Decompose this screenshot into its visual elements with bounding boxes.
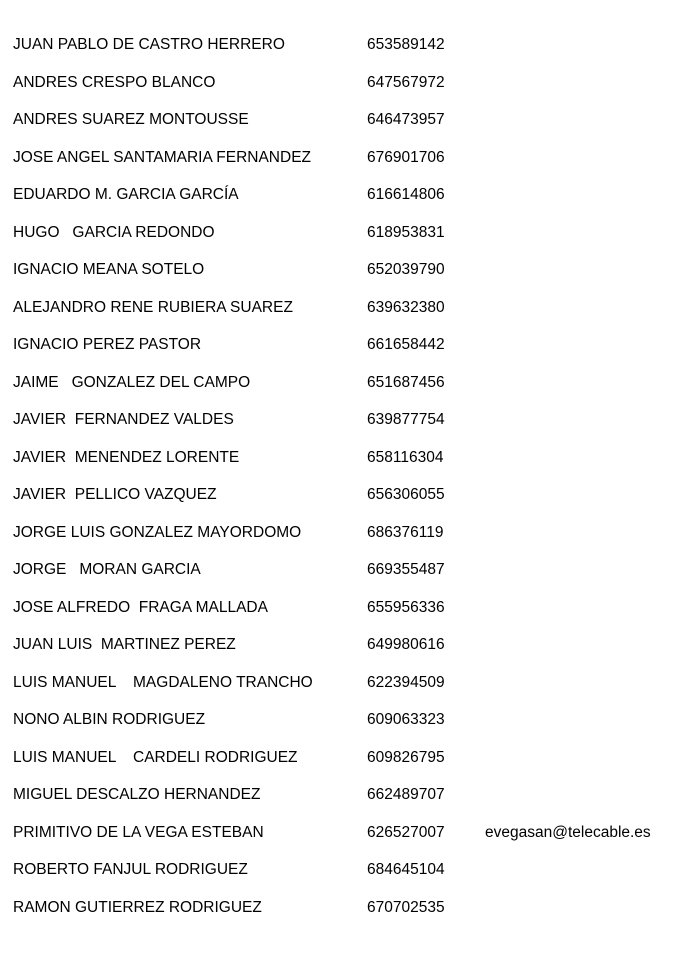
contact-phone: 656306055 [367, 486, 445, 503]
contact-phone: 669355487 [367, 561, 445, 578]
contact-row [13, 783, 673, 821]
contact-name: ALEJANDRO RENE RUBIERA SUAREZ [13, 298, 293, 316]
contact-row [13, 746, 673, 784]
contact-phone: 653589142 [367, 36, 445, 53]
contact-phone: 661658442 [367, 336, 445, 353]
contact-name: JOSE ALFREDO FRAGA MALLADA [13, 598, 268, 616]
contact-row [13, 558, 673, 596]
contact-name: LUIS MANUEL MAGDALENO TRANCHO [13, 673, 313, 691]
contact-name: EDUARDO M. GARCIA GARCÍA [13, 186, 239, 203]
contact-row [13, 108, 673, 146]
contact-row [13, 221, 673, 259]
contact-row [13, 896, 673, 934]
contact-phone: 670702535 [367, 898, 445, 916]
contact-phone: 609826795 [367, 748, 445, 766]
contact-phone: 684645104 [367, 861, 445, 878]
contact-row [13, 296, 673, 334]
contact-phone: 658116304 [367, 448, 444, 466]
contact-name: JAIME GONZALEZ DEL CAMPO [13, 373, 251, 391]
contact-phone: 626527007 [367, 823, 445, 841]
contact-name: PRIMITIVO DE LA VEGA ESTEBAN [13, 823, 264, 841]
contact-row [13, 71, 673, 109]
contact-name: JAVIER PELLICO VAZQUEZ [13, 486, 217, 503]
contact-row [13, 671, 673, 709]
contact-row [13, 521, 673, 559]
contact-row [13, 333, 673, 371]
contact-phone: 655956336 [367, 598, 445, 616]
contact-phone: 609063323 [367, 711, 445, 728]
contact-row [13, 446, 673, 484]
contact-name: JOSE ANGEL SANTAMARIA FERNANDEZ [13, 148, 312, 166]
contact-row [13, 258, 673, 296]
contact-name: HUGO GARCIA REDONDO [13, 223, 215, 241]
contact-name: RAMON GUTIERREZ RODRIGUEZ [13, 898, 262, 916]
contact-name: JUAN PABLO DE CASTRO HERRERO [13, 36, 285, 53]
contact-phone: 622394509 [367, 673, 445, 691]
contact-name: ANDRES CRESPO BLANCO [13, 73, 216, 91]
contact-phone: 651687456 [367, 373, 445, 391]
contact-name: JORGE MORAN GARCIA [13, 561, 201, 578]
contact-phone: 618953831 [367, 223, 445, 241]
contact-row [13, 146, 673, 184]
contact-name: JAVIER FERNANDEZ VALDES [13, 411, 234, 428]
contact-phone: 647567972 [367, 73, 445, 91]
contact-row [13, 33, 673, 71]
contact-row [13, 483, 673, 521]
contact-phone: 639632380 [367, 298, 445, 316]
contact-phone: 649980616 [367, 636, 445, 653]
contact-row [13, 821, 673, 859]
contact-name: ROBERTO FANJUL RODRIGUEZ [13, 861, 248, 878]
contact-name: JAVIER MENENDEZ LORENTE [13, 448, 240, 466]
contact-row [13, 371, 673, 409]
contact-phone: 686376119 [367, 523, 444, 541]
contact-name: IGNACIO MEANA SOTELO [13, 261, 205, 278]
contact-name: JUAN LUIS MARTINEZ PEREZ [13, 636, 236, 653]
contact-email: evegasan@telecable.es [485, 823, 651, 841]
contact-name: MIGUEL DESCALZO HERNANDEZ [13, 786, 261, 803]
contact-phone: 616614806 [367, 186, 445, 203]
contact-row [13, 858, 673, 896]
contact-phone: 652039790 [367, 261, 445, 278]
contact-row [13, 633, 673, 671]
contact-list [13, 33, 673, 933]
contact-name: LUIS MANUEL CARDELI RODRIGUEZ [13, 748, 298, 766]
contact-name: JORGE LUIS GONZALEZ MAYORDOMO [13, 523, 302, 541]
contact-name: IGNACIO PEREZ PASTOR [13, 336, 202, 353]
contact-row [13, 183, 673, 221]
contact-row [13, 708, 673, 746]
contact-row [13, 596, 673, 634]
contact-name: ANDRES SUAREZ MONTOUSSE [13, 111, 249, 128]
contact-phone: 639877754 [367, 411, 445, 428]
contact-phone: 676901706 [367, 148, 445, 166]
contact-phone: 646473957 [367, 111, 445, 128]
contact-phone: 662489707 [367, 786, 445, 803]
contact-row [13, 408, 673, 446]
contact-name: NONO ALBIN RODRIGUEZ [13, 711, 206, 728]
